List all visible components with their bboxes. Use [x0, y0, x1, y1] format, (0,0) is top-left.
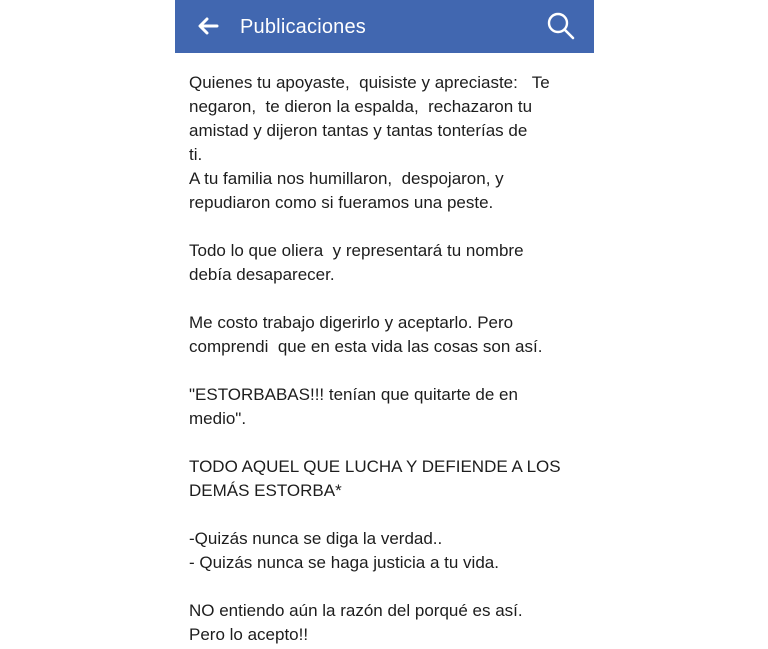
- post-line: debía desaparecer.: [189, 265, 335, 284]
- search-button[interactable]: [545, 10, 577, 42]
- post-paragraph: [189, 239, 589, 287]
- search-icon: [546, 11, 576, 41]
- post-line: "ESTORBABAS!!! tenían que quitarte de en: [189, 385, 518, 404]
- post-paragraph: [189, 527, 589, 575]
- post-line: DEMÁS ESTORBA*: [189, 481, 342, 500]
- back-button[interactable]: [195, 13, 221, 39]
- page-title: Publicaciones: [240, 16, 367, 38]
- post-line: ti.: [189, 145, 203, 164]
- post-paragraph: [189, 71, 589, 215]
- post-line: negaron, te dieron la espalda, rechazaron tu: [189, 97, 533, 116]
- post-line: Quienes tu apoyaste, quisiste y apreciaste: Te: [189, 73, 550, 92]
- post-paragraph: [189, 455, 589, 503]
- post-line: NO entiendo aún la razón del porqué es así.: [189, 601, 523, 620]
- post-body: [189, 71, 589, 649]
- post-line: Todo lo que oliera y representará tu nombre: [189, 241, 524, 260]
- phone-screen: [175, 0, 594, 649]
- back-arrow-icon: [197, 17, 219, 35]
- post-line: - Quizás nunca se haga justicia a tu vida.: [189, 553, 499, 572]
- post-line: comprendi que en esta vida las cosas son así.: [189, 337, 543, 356]
- post-line: Me costo trabajo digerirlo y aceptarlo. Pero: [189, 313, 514, 332]
- post-line: A tu familia nos humillaron, despojaron, y: [189, 169, 504, 188]
- post-line: amistad y dijeron tantas y tantas tonterías de: [189, 121, 528, 140]
- post-paragraph: [189, 599, 589, 647]
- app-header: [175, 0, 594, 53]
- post-line: Pero lo acepto!!: [189, 625, 309, 644]
- post-line: TODO AQUEL QUE LUCHA Y DEFIENDE A LOS: [189, 457, 561, 476]
- post-line: -Quizás nunca se diga la verdad..: [189, 529, 443, 548]
- post-paragraph: [189, 311, 589, 359]
- post-line: medio".: [189, 409, 247, 428]
- post-line: repudiaron como si fueramos una peste.: [189, 193, 494, 212]
- post-paragraph: [189, 383, 589, 431]
